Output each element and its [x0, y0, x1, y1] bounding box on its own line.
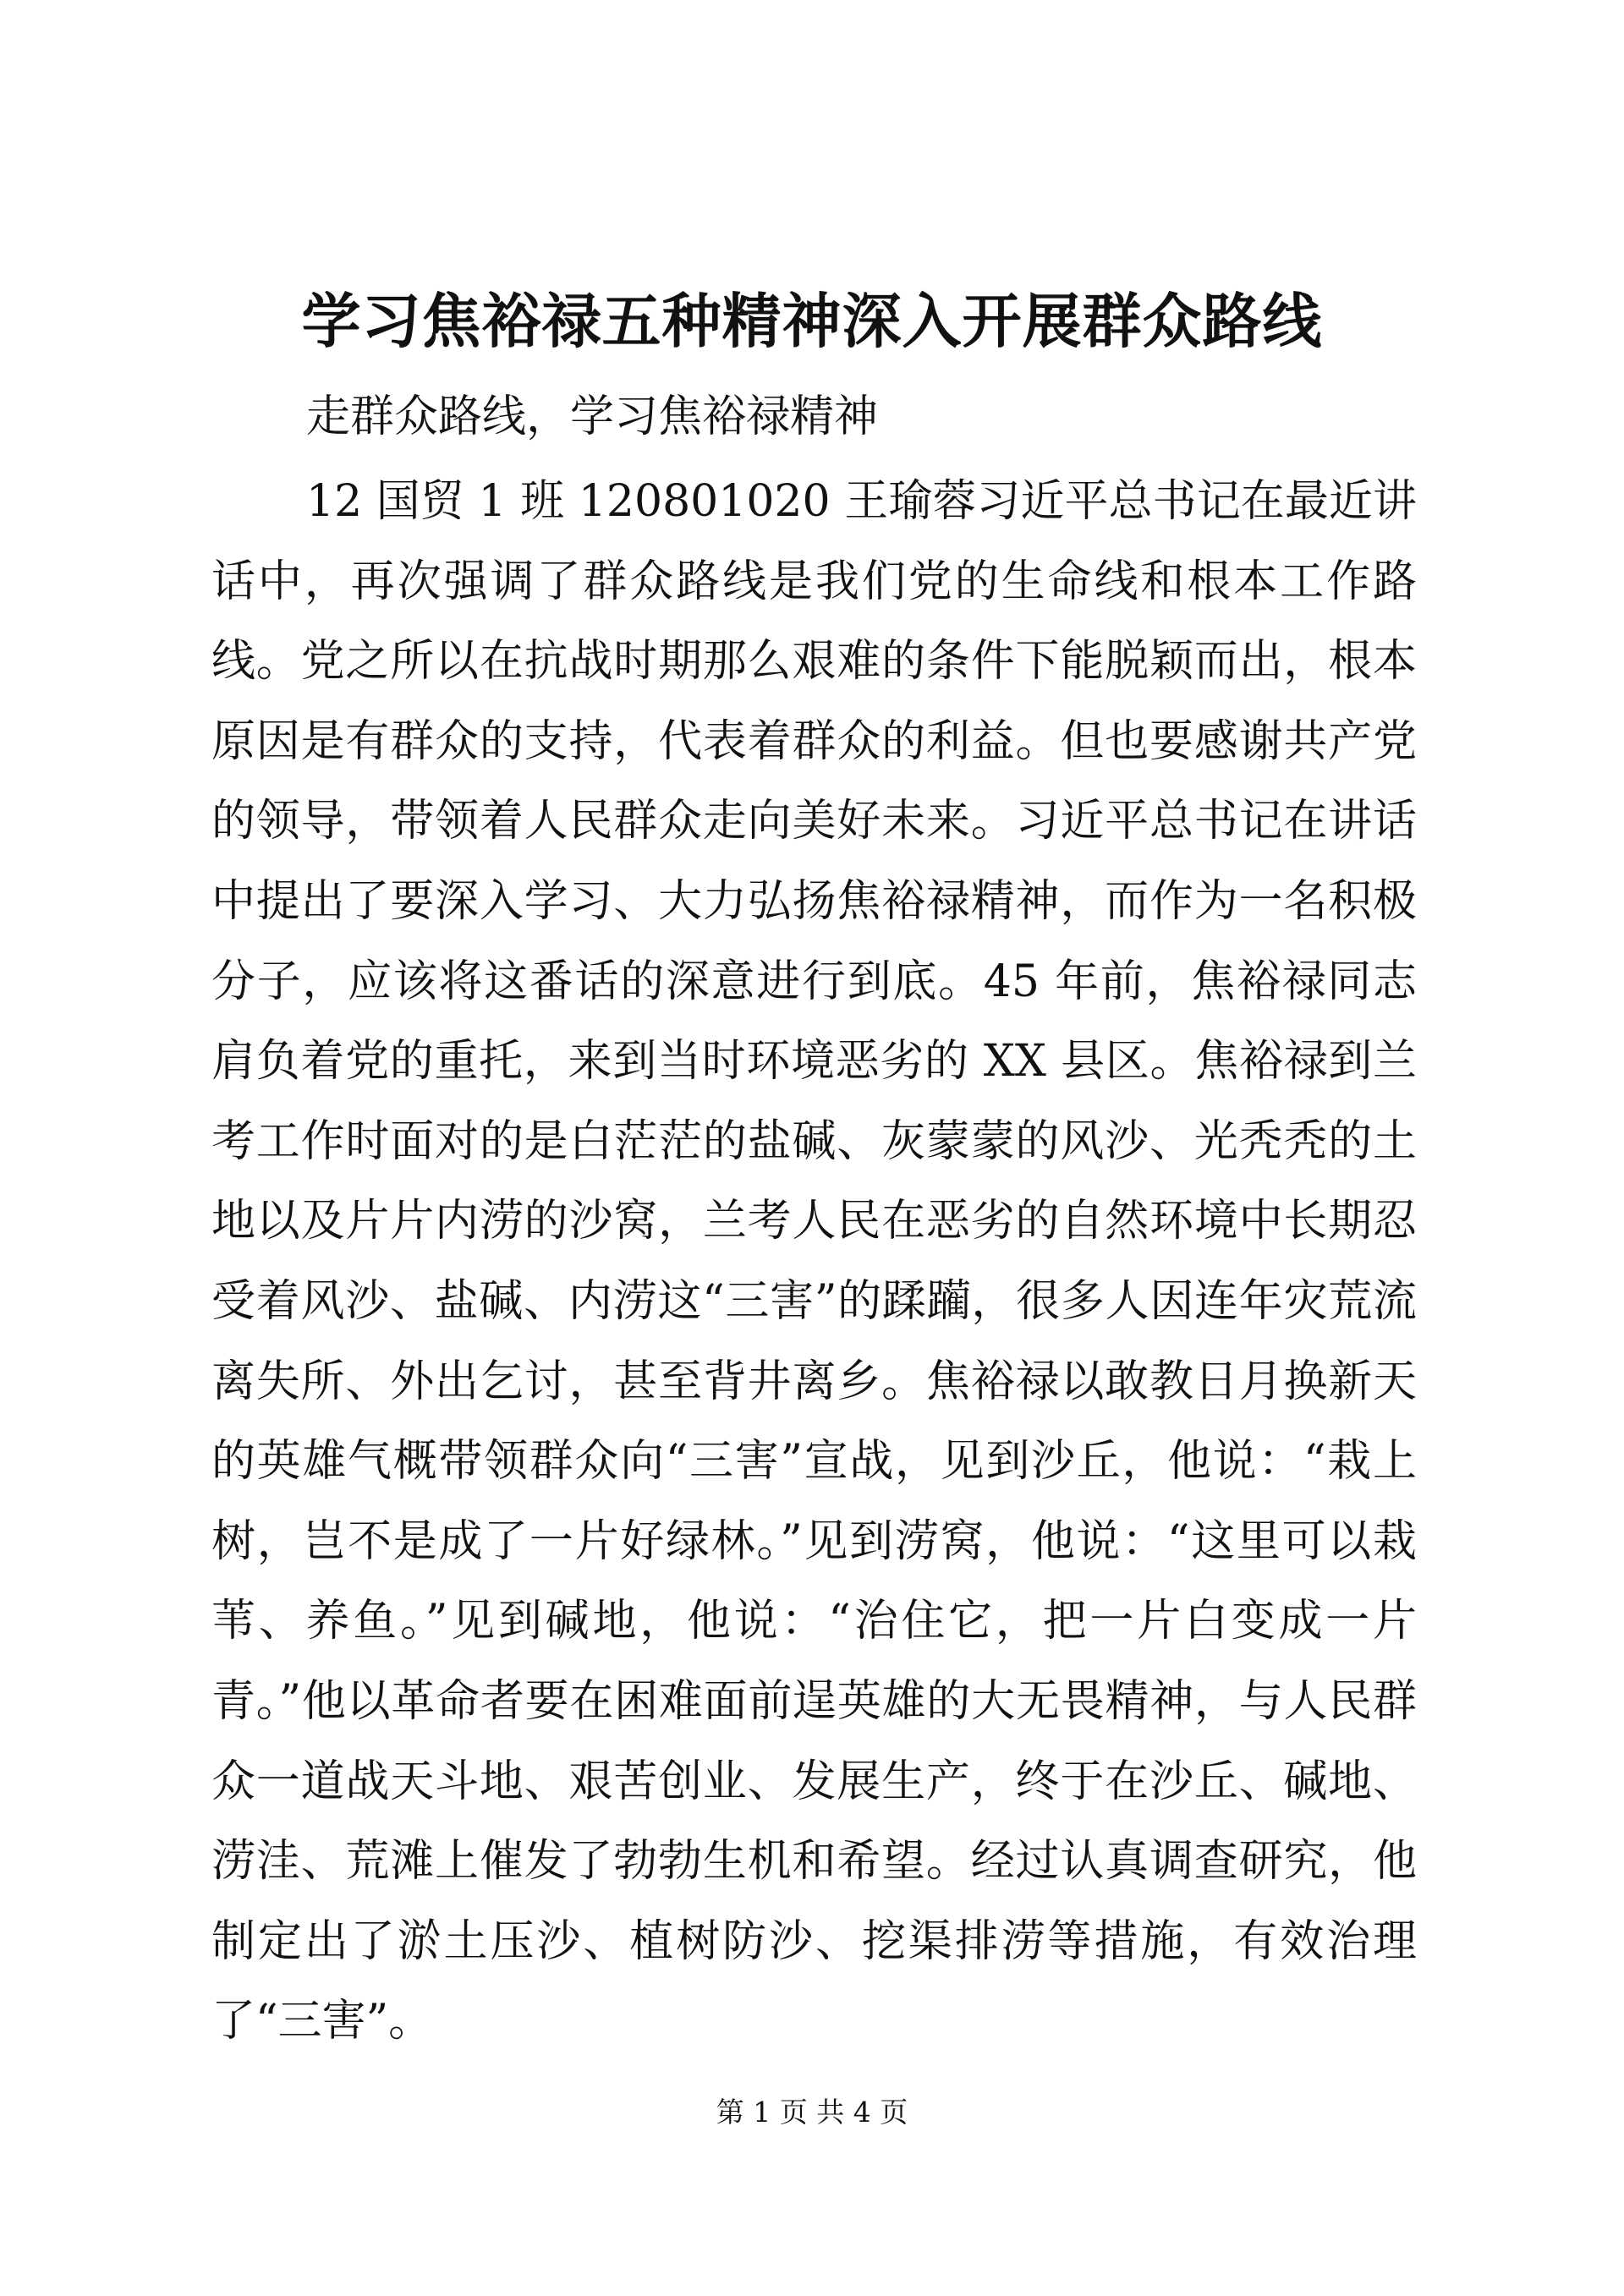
page-indicator: 第 1 页 共 4 页 — [716, 2096, 908, 2129]
body-paragraph: 12 国贸 1 班 120801020 王瑜蓉习近平总书记在最近讲话中，再次强调了群众路线是我们党的生命线和根本工作路线。党之所以在抗战时期那么艰难的条件下能脱颖而出，根本原因是有群众的支持，代表着群众的利益。但也要感谢共产党的领导，带领着人民群众走向美好未来。习近平总书记在讲话中提出了要深入学习、大力弘扬焦裕禄精神，而作为一名积极分子，应该将这番话的深意进行到底。45 年前，焦裕禄同志肩负着党的重托，来到当时环境恶劣的 XX 县区。焦裕禄到兰考工作时面对的是白茫茫的盐碱、灰蒙蒙的风沙、光秃秃的土地以及片片内涝的沙窝，兰考人民在恶劣的自然环境中长期忍受着风沙、盐碱、内涝这“三害”的蹂躏，很多人因连年灾荒流离失所、外出乞讨，甚至背井离乡。焦裕禄以敢教日月换新天的英雄气概带领群众向“三害”宣战，见到沙丘，他说：“栽上树，岂不是成了一片好绿林。”见到涝窝，他说：“这里可以栽苇、养鱼。”见到碱地，他说：“治住它，把一片白变成一片青。”他以革命者要在困难面前逞英雄的大无畏精神，与人民群众一道战天斗地、艰苦创业、发展生产，终于在沙丘、碱地、涝洼、荒滩上催发了勃勃生机和希望。经过认真调查研究，他制定出了淤土压沙、植树防沙、挖渠排涝等措施，有效治理了“三害”。 — [211, 476, 1417, 2047]
document-title: 学习焦裕禄五种精神深入开展群众路线 — [301, 286, 1323, 356]
document-subtitle: 走群众路线，学习焦裕禄精神 — [306, 392, 879, 442]
